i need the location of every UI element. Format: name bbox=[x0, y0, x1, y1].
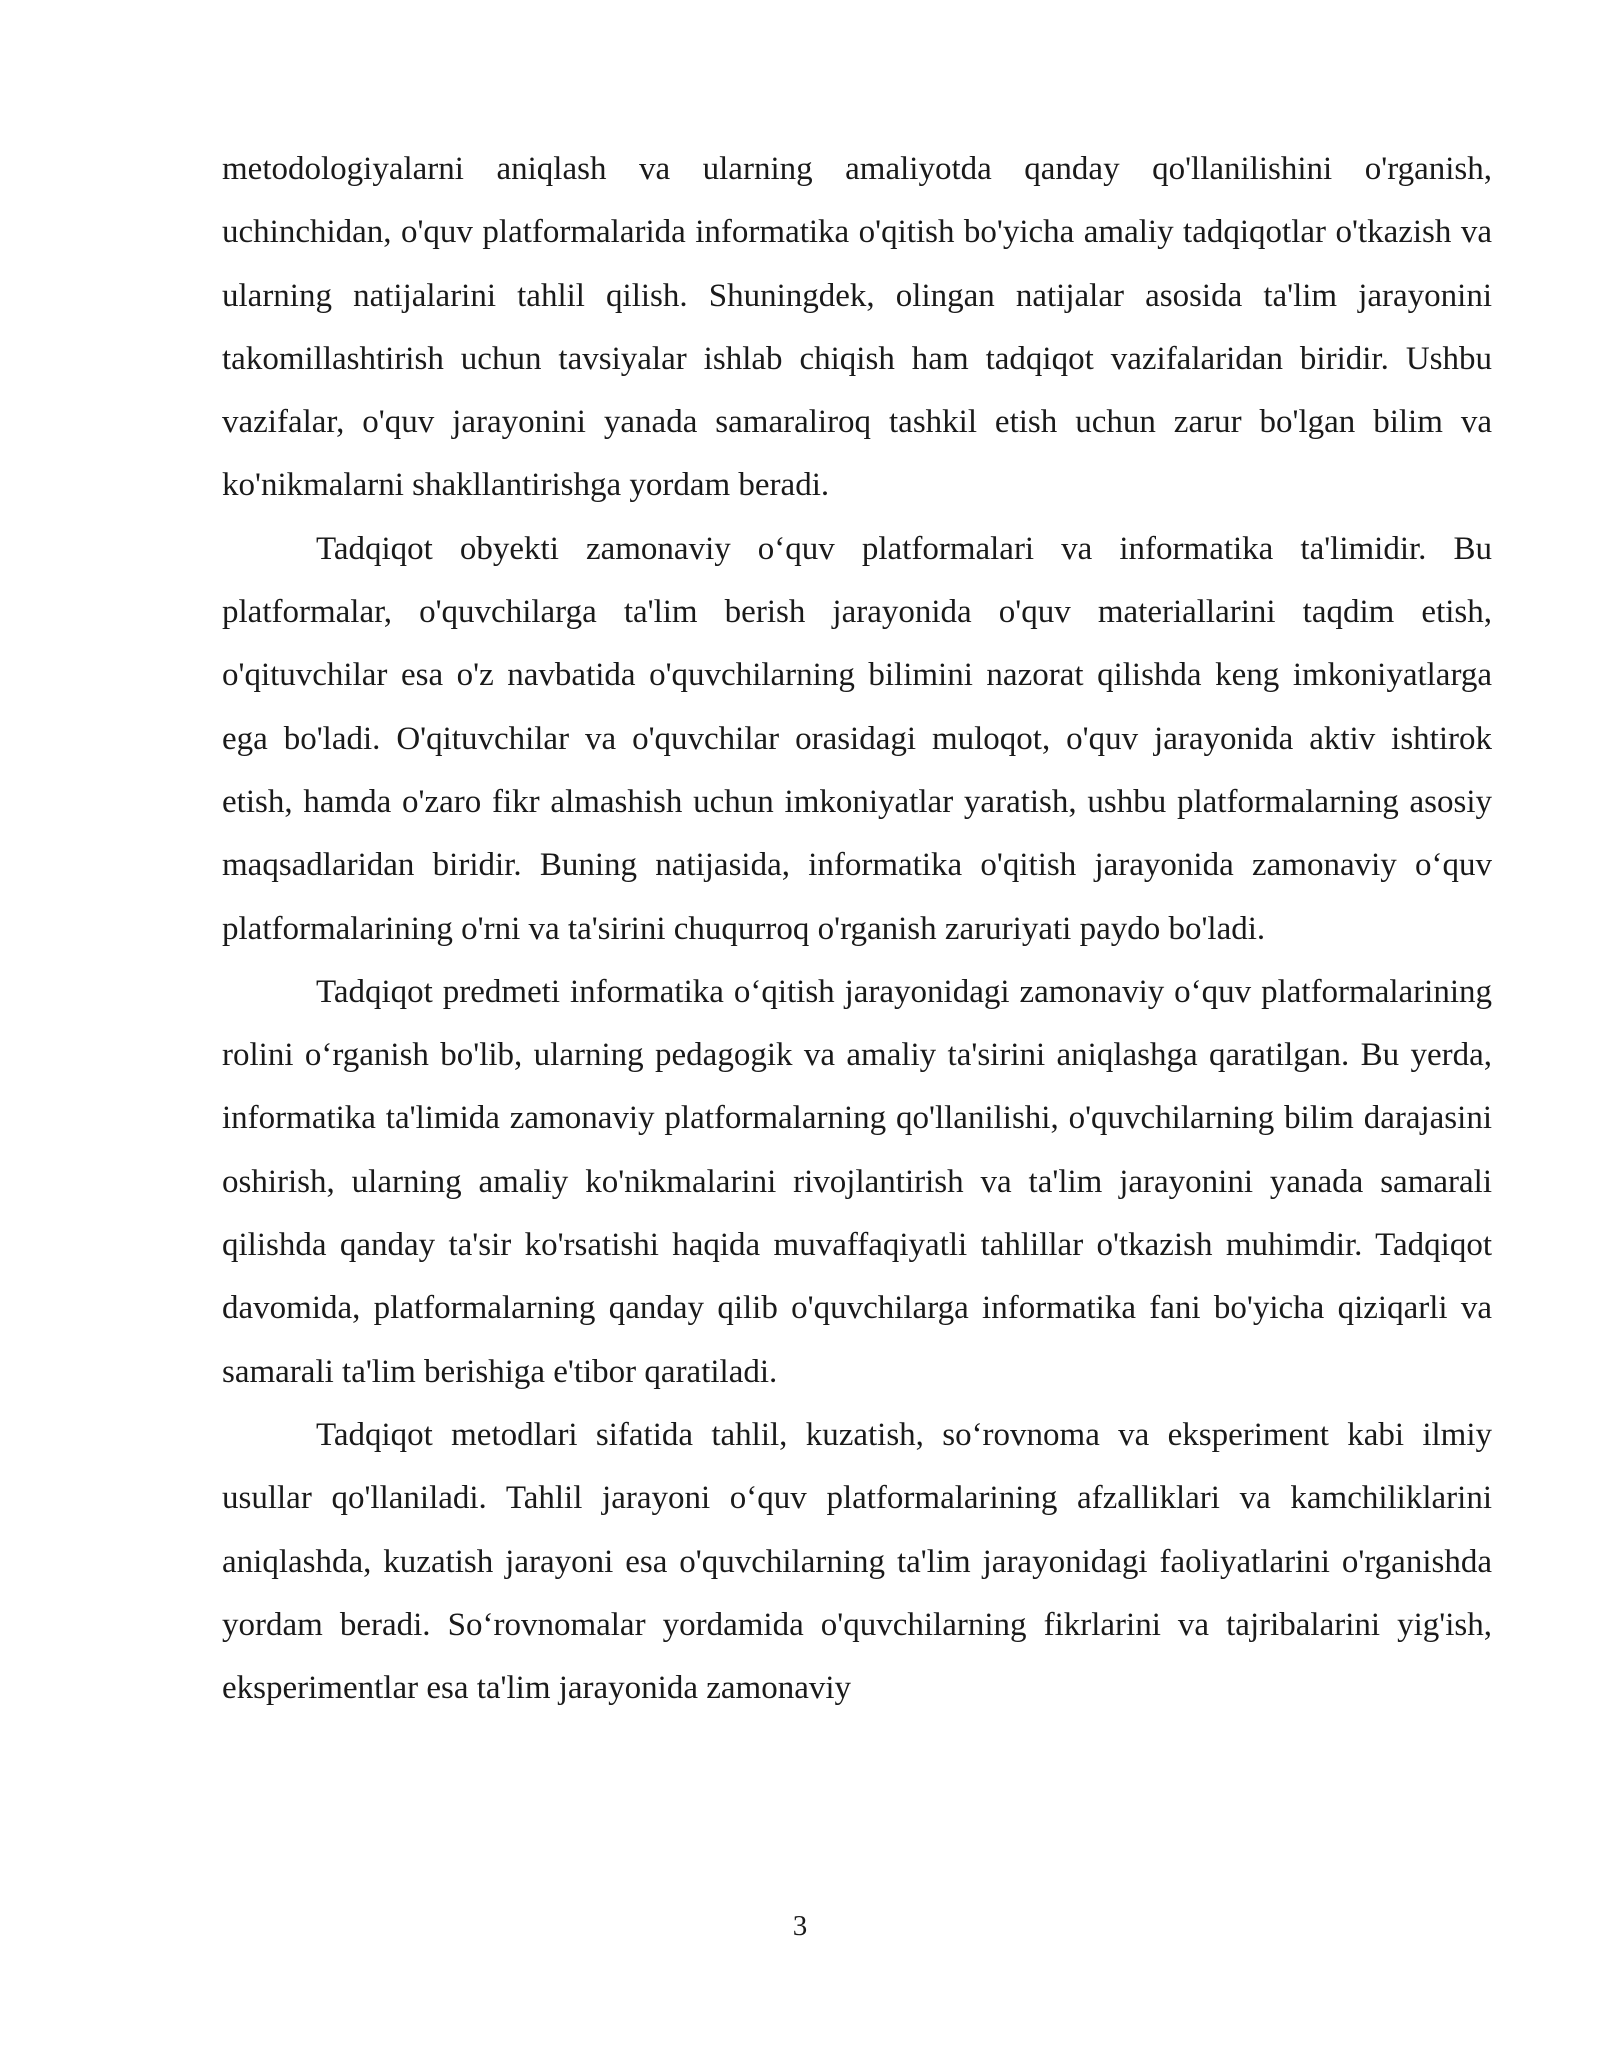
paragraph-research-object: Tadqiqot obyekti zamonaviy o‘quv platformalari va informatika ta'limidir. Bu platformalar, o'quvchilarga ta'lim berish jarayonida o'quv materiallarini taqdim etish, o'qituvchilar esa o'z navbatida o'quvchilarning bilimini nazorat qilishda keng imkoniyatlarga ega bo'ladi. O'qituvchilar va o'quvchilar orasidagi muloqot, o'quv jarayonida aktiv ishtirok etish, hamda o'zaro fikr almashish uchun imkoniyatlar yaratish, ushbu platformalarning asosiy maqsadlaridan biridir. Buning natijasida, informatika o'qitish jarayonida zamonaviy o‘quv platformalarining o'rni va ta'sirini chuqurroq o'rganish zaruriyati paydo bo'ladi. bbox=[222, 530, 1492, 947]
paragraph-tasks-continuation: metodologiyalarni aniqlash va ularning amaliyotda qanday qo'llanilishini o'rganish, uchinchidan, o'quv platformalarida informatika o'qitish bo'yicha amaliy tadqiqotlar o'tkazish va ularning natijalarini tahlil qilish. Shuningdek, olingan natijalar asosida ta'lim jarayonini takomillashtirish uchun tavsiyalar ishlab chiqish ham tadqiqot vazifalaridan biridir. Ushbu vazifalar, o'quv jarayonini yanada samaraliroq tashkil etish uchun zarur bo'lgan bilim va ko'nikmalarni shakllantirishga yordam beradi. bbox=[222, 151, 1492, 504]
paragraph-research-methods: Tadqiqot metodlari sifatida tahlil, kuzatish, so‘rovnoma va eksperiment kabi ilmiy usullar qo'llaniladi. Tahlil jarayoni o‘quv platformalarining afzalliklari va kamchiliklarini aniqlashda, kuzatish jarayoni esa o'quvchilarning ta'lim jarayonidagi faoliyatlarini o'rganishda yordam beradi. So‘rovnomalar yordamida o'quvchilarning fikrlarini va tajribalarini yig'ish, eksperimentlar esa ta'lim jarayonida zamonaviy bbox=[222, 1416, 1492, 1707]
paragraph-research-subject: Tadqiqot predmeti informatika o‘qitish jarayonidagi zamonaviy o‘quv platformalarining rolini o‘rganish bo'lib, ularning pedagogik va amaliy ta'sirini aniqlashga qaratilgan. Bu yerda, informatika ta'limida zamonaviy platformalarning qo'llanilishi, o'quvchilarning bilim darajasini oshirish, ularning amaliy ko'nikmalarini rivojlantirish va ta'lim jarayonini yanada samarali qilishda qanday ta'sir ko'rsatishi haqida muvaffaqiyatli tahlillar o'tkazish muhimdir. Tadqiqot davomida, platformalarning qanday qilib o'quvchilarga informatika fani bo'yicha qiziqarli va samarali ta'lim berishiga e'tibor qaratiladi. bbox=[222, 973, 1492, 1390]
body-text bbox=[222, 138, 1492, 1720]
page-number: 3 bbox=[792, 1910, 808, 1942]
